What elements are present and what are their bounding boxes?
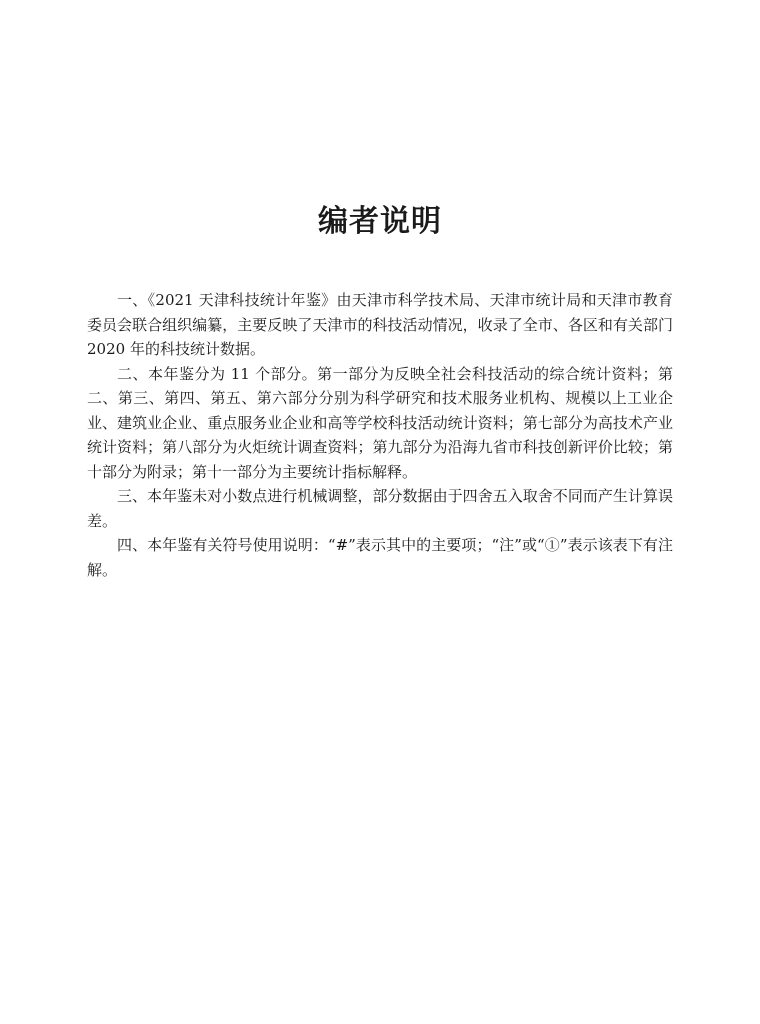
page-title: 编者说明: [318, 204, 442, 240]
paragraph-3: 三、本年鉴未对小数点进行机械调整，部分数据由于四舍五入取舍不同而产生计算误差。: [87, 487, 673, 530]
paragraph-1: 一、《2021 天津科技统计年鉴》由天津市科学技术局、天津市统计局和天津市教育委员会联合组织编纂，主要反映了天津市的科技活动情况，收录了全市、各区和有关部门 2020 年的科技统计数据。: [87, 291, 673, 358]
paragraph-2: 二、本年鉴分为 11 个部分。第一部分为反映全社会科技活动的综合统计资料；第二、第三、第四、第五、第六部分分别为科学研究和技术服务业机构、规模以上工业企业、建筑业企业、重点服务业企业和高等学校科技活动统计资料；第七部分为高技术产业统计资料；第八部分为火炬统计调查资料；第九部分为沿海九省市科技创新评价比较；第十部分为附录；第十一部分为主要统计指标解释。: [87, 364, 673, 481]
paragraph-4: 四、本年鉴有关符号使用说明：“#”表示其中的主要项；“注”或“①”表示该表下有注解。: [87, 536, 673, 579]
body-text: [87, 288, 673, 582]
